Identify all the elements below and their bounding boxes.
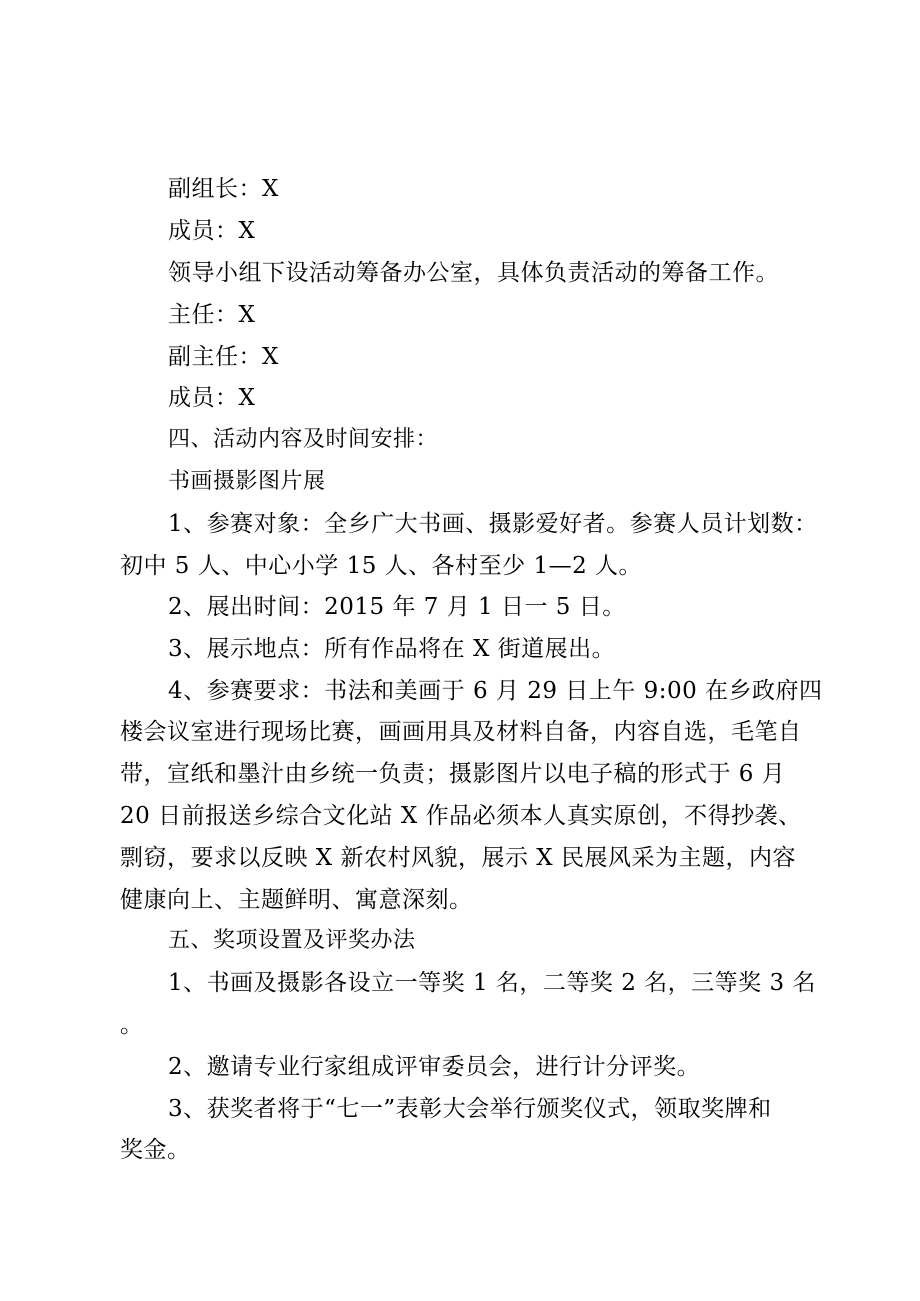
section-heading-4: 四、活动内容及时间安排： xyxy=(168,427,439,452)
paragraph-line: 2、邀请专业行家组成评审委员会，进行计分评奖。 xyxy=(168,1054,701,1080)
paragraph-line: 20 日前报送乡综合文化站 X 作品必须本人真实原创，不得抄袭、 xyxy=(120,803,802,829)
paragraph-line: 剽窃，要求以反映 X 新农村风貌，展示 X 民展风采为主题，内容 xyxy=(120,845,796,871)
paragraph-line: 3、展示地点：所有作品将在 X 街道展出。 xyxy=(168,636,616,662)
paragraph-line: 4、参赛要求：书法和美画于 6 月 29 日上午 9:00 在乡政府四 xyxy=(168,678,823,704)
paragraph-line: 。 xyxy=(120,1012,144,1038)
paragraph-line: 带，宣纸和墨汁由乡统一负责；摄影图片以电子稿的形式于 6 月 xyxy=(120,761,786,787)
paragraph-line: 楼会议室进行现场比赛，画画用具及材料自备，内容自选，毛笔自 xyxy=(120,719,802,745)
subheading-exhibition: 书画摄影图片展 xyxy=(168,469,326,494)
paragraph-line: 2、展出时间：2015 年 7 月 1 日一 5 日。 xyxy=(168,594,626,620)
line-director: 主任：X xyxy=(168,302,256,328)
paragraph-line: 1、书画及摄影各设立一等奖 1 名，二等奖 2 名，三等奖 3 名 xyxy=(168,970,816,996)
paragraph-line: 健康向上、主题鲜明、寓意深刻。 xyxy=(120,887,473,913)
line-members-2: 成员：X xyxy=(168,385,256,411)
line-deputy-director: 副主任：X xyxy=(168,344,279,370)
line-members-1: 成员：X xyxy=(168,218,256,244)
paragraph-line: 初中 5 人、中心小学 15 人、各村至少 1—2 人。 xyxy=(120,553,643,579)
line-deputy-leader: 副组长：X xyxy=(168,176,279,202)
section-heading-5: 五、奖项设置及评奖办法 xyxy=(168,928,416,953)
paragraph-line: 1、参赛对象：全乡广大书画、摄影爱好者。参赛人员计划数： xyxy=(168,511,818,537)
paragraph-line: 奖金。 xyxy=(120,1137,191,1163)
line-office-setup: 领导小组下设活动筹备办公室，具体负责活动的筹备工作。 xyxy=(168,260,779,286)
paragraph-line: 3、获奖者将于“七一”表彰大会举行颁奖仪式，领取奖牌和 xyxy=(168,1096,772,1122)
